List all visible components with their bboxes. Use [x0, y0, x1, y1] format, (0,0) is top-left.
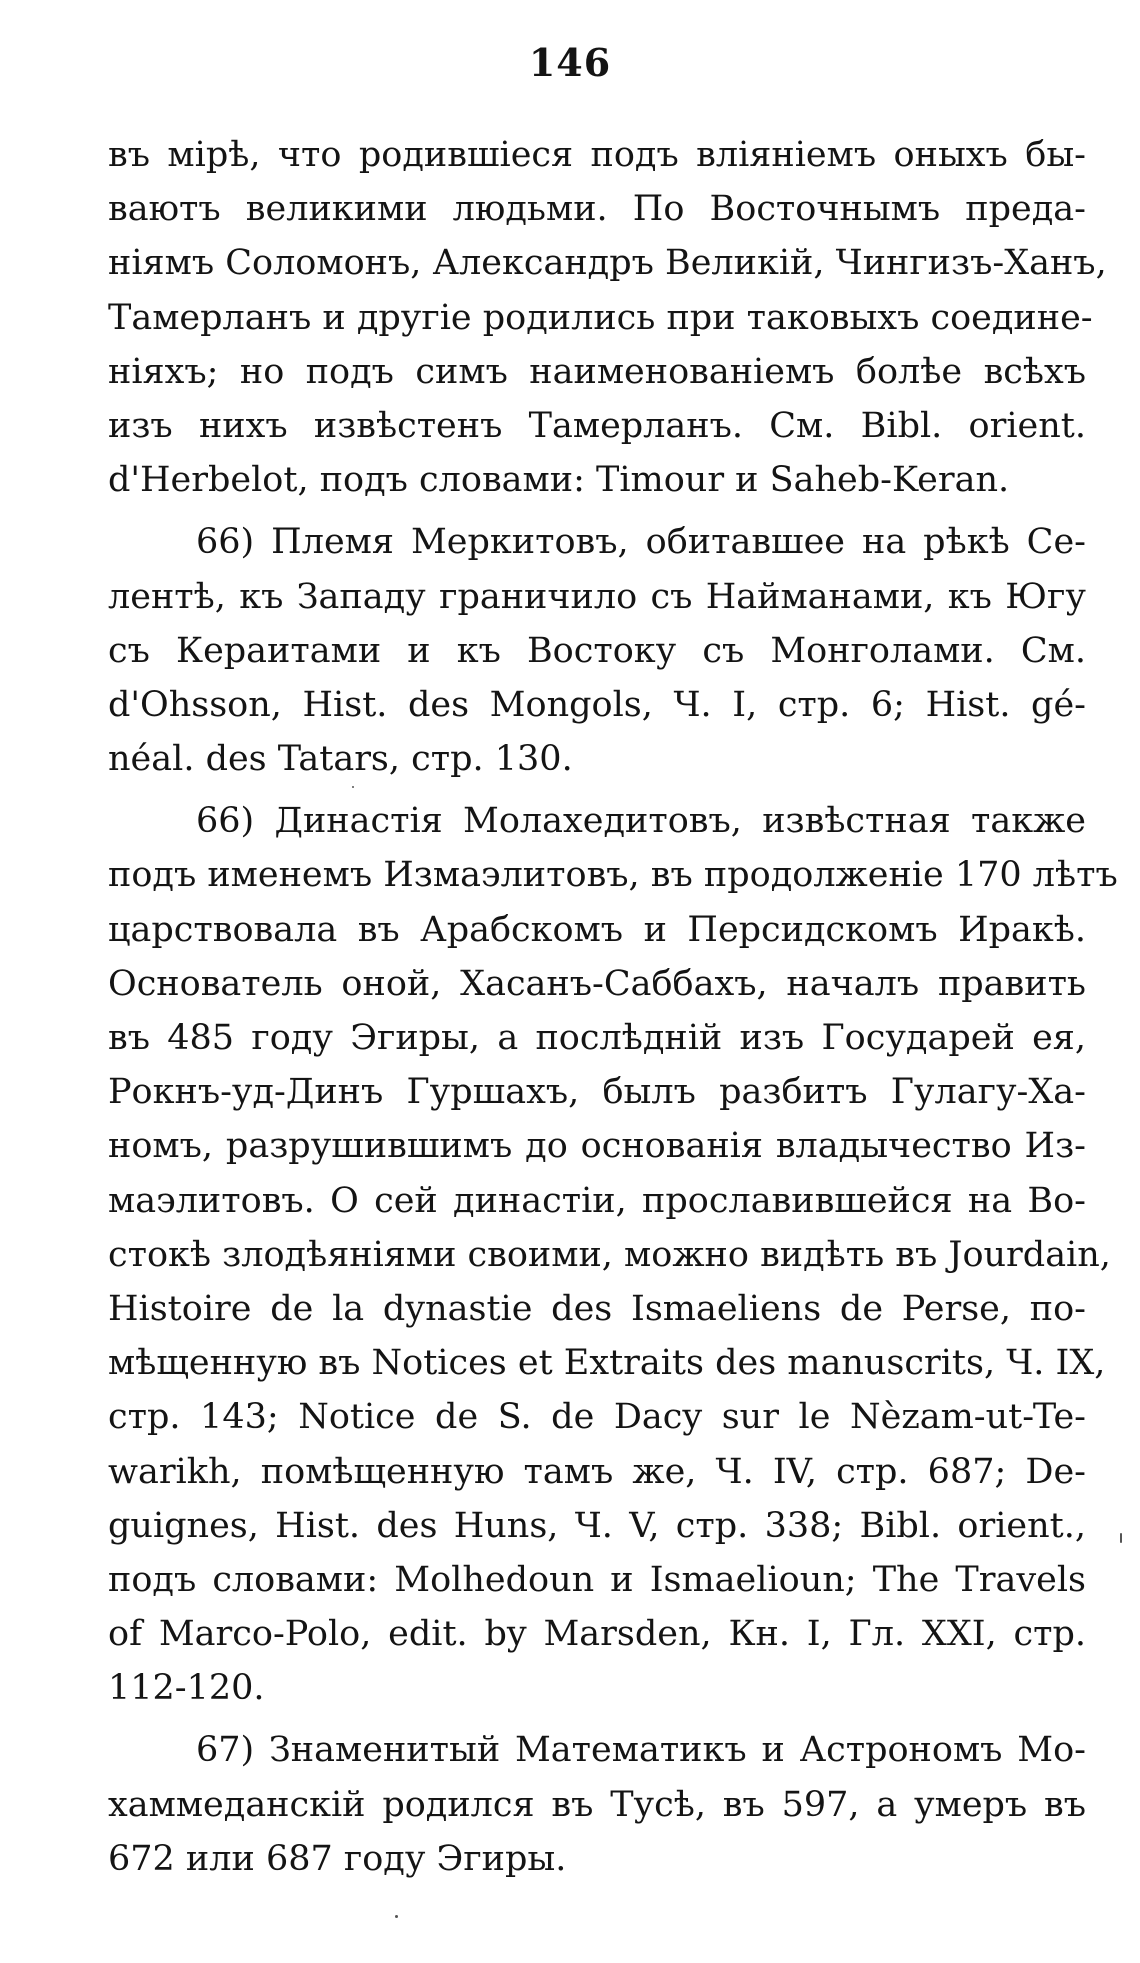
text-line: 66) Династія Молахедитовъ, извѣстная также [196, 801, 1086, 842]
text-line: въ 485 году Эгиры, а послѣдній изъ Государей ея, [108, 1018, 1086, 1058]
text-line: маэлитовъ. О сей династіи, прославившейся на Во- [108, 1180, 1086, 1221]
text-line: warikh, помѣщенную тамъ же, Ч. IV, стр. 687; De- [108, 1451, 1086, 1492]
text-line: мѣщенную въ Notices et Extraits des manuscrits, Ч. IX, [108, 1343, 1106, 1384]
text-line: номъ, разрушившимъ до основанія владычество Из- [108, 1126, 1086, 1167]
text-line: изъ нихъ извѣстенъ Тамерланъ. См. Bibl. orient. [108, 405, 1086, 446]
scan-speck [1120, 1533, 1122, 1543]
text-line: Histoire de la dynastie des Ismaeliens de Perse, по- [108, 1288, 1086, 1329]
text-line: of Marco-Polo, edit. by Marsden, Кн. I, Гл. XXI, стр. [108, 1614, 1086, 1655]
text-line: царствовала въ Арабскомъ и Персидскомъ Иракѣ. [108, 909, 1086, 950]
scan-speck [395, 1915, 398, 1918]
scan-speck [352, 786, 354, 788]
text-line: 672 или 687 году Эгиры. [108, 1838, 567, 1879]
page-number: 146 [528, 40, 612, 85]
text-line: d'Ohsson, Hist. des Mongols, Ч. I, стр. 6; Hist. gé- [108, 684, 1086, 725]
paragraph-continuation [108, 128, 1107, 507]
text-line: Рокнъ-уд-Динъ Гуршахъ, былъ разбитъ Гулагу-Ха- [108, 1072, 1086, 1113]
text-line: въ мірѣ, что родившіеся подъ вліяніемъ оныхъ бы- [108, 135, 1086, 175]
text-line: лентѣ, къ Западу граничило съ Найманами, къ Югу [108, 576, 1086, 617]
text-line: стр. 143; Notice de S. de Dacy sur le Nèzam-ut-Te- [108, 1397, 1086, 1438]
text-line: съ Кераитами и къ Востоку съ Монголами. См. [108, 630, 1086, 671]
text-line: néal. des Tatars, стр. 130. [108, 739, 573, 780]
text-line: d'Herbelot, подъ словами: Timour и Saheb-Keran. [108, 460, 1010, 501]
footnote-66-merkits [108, 515, 1086, 786]
text-line: Тамерланъ и другіе родились при таковыхъ соедине- [108, 297, 1093, 338]
text-line: ніяхъ; но подъ симъ наименованіемъ болѣе всѣхъ [108, 351, 1086, 392]
text-line: хаммеданскій родился въ Тусѣ, въ 597, а умеръ въ [108, 1784, 1086, 1825]
footnote-66-molahedites [108, 794, 1118, 1715]
text-line: guignes, Hist. des Huns, Ч. V, стр. 338; Bibl. orient., [108, 1505, 1086, 1546]
text-line: подъ словами: Molhedoun и Ismaelioun; The Travels [108, 1559, 1086, 1600]
text-line: 112-120. [108, 1668, 265, 1709]
text-line: ваютъ великими людьми. По Восточнымъ преда- [108, 189, 1086, 230]
text-line: Основатель оной, Хасанъ-Саббахъ, началъ править [108, 963, 1086, 1004]
text-line: 66) Племя Меркитовъ, обитавшее на рѣкѣ Се- [196, 522, 1086, 563]
text-line: ніямъ Соломонъ, Александръ Великій, Чингизъ-Ханъ, [108, 243, 1107, 284]
text-line: подъ именемъ Измаэлитовъ, въ продолженіе 170 лѣтъ [108, 855, 1118, 896]
text-line: стокѣ злодѣяніями своими, можно видѣть въ Jourdain, [108, 1234, 1111, 1275]
footnote-67-mathematician [108, 1723, 1086, 1886]
footnotes-body [108, 128, 1118, 1886]
text-line: 67) Знаменитый Математикъ и Астрономъ Мо- [196, 1730, 1086, 1771]
